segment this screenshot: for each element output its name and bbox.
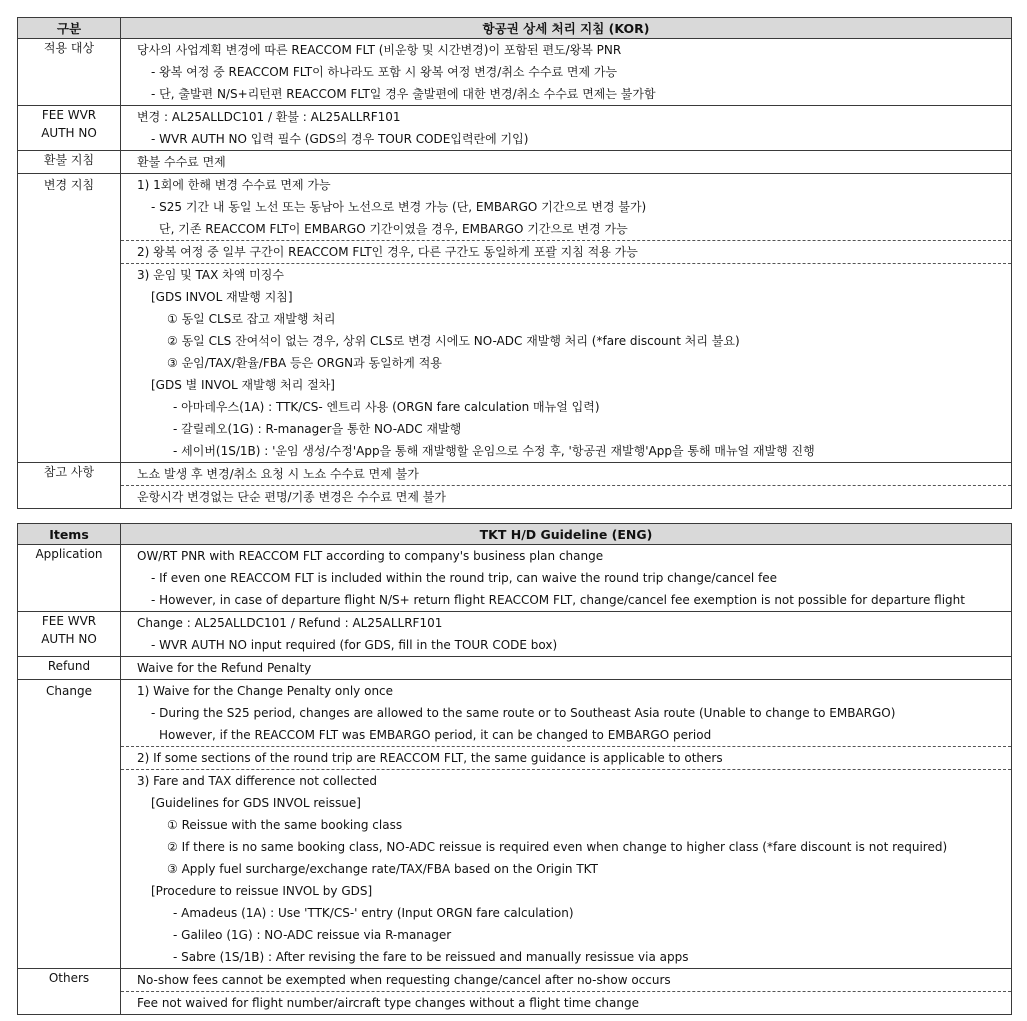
text-line: - During the S25 period, changes are allowed to the same route or to Southeast Asia route (Unable to change to EMBARGO) — [151, 706, 896, 720]
text-line: - Amadeus (1A) : Use 'TTK/CS-' entry (Input ORGN fare calculation) — [173, 906, 574, 920]
fee-wvr-label — [18, 612, 121, 657]
change-row — [18, 680, 1012, 969]
text-line: - S25 기간 내 동일 노선 또는 동남아 노선으로 변경 가능 (단, EMBARGO 기간으로 변경 불가) — [151, 200, 647, 214]
text-line: Waive for the Refund Penalty — [137, 661, 312, 675]
text-line: 1) Waive for the Change Penalty only once — [137, 684, 394, 698]
fee-wvr-body — [121, 612, 1012, 657]
text-line: 당사의 사업계획 변경에 따른 REACCOM FLT (비운항 및 시간변경)이 포함된 편도/왕복 PNR — [137, 43, 622, 57]
text-line: [GDS 별 INVOL 재발행 처리 절차] — [151, 378, 335, 392]
text-line: 3) 운임 및 TAX 차액 미징수 — [121, 263, 1011, 286]
text-line: - Galileo (1G) : NO-ADC reissue via R-manager — [173, 928, 452, 942]
fee-wvr-label-line: AUTH NO — [41, 126, 97, 140]
text-line: 변경 : AL25ALLDC101 / 환불 : AL25ALLRF101 — [137, 110, 401, 124]
table-header-row — [18, 18, 1012, 39]
change-row — [18, 174, 1012, 463]
text-line: [Guidelines for GDS INVOL reissue] — [151, 796, 361, 810]
text-line: - 갈릴레오(1G) : R-manager을 통한 NO-ADC 재발행 — [173, 422, 462, 436]
table-header-row — [18, 524, 1012, 545]
text-line: - WVR AUTH NO input required (for GDS, fill in the TOUR CODE box) — [151, 638, 558, 652]
fee-wvr-label-line: AUTH NO — [41, 632, 97, 646]
text-line: - 세이버(1S/1B) : '운임 생성/수정'App을 통해 재발행할 운임으로 수정 후, '항공권 재발행'App을 통해 매뉴얼 재발행 진행 — [173, 444, 815, 458]
application-label: 적용 대상 — [18, 39, 121, 106]
text-line: However, if the REACCOM FLT was EMBARGO period, it can be changed to EMBARGO period — [159, 728, 712, 742]
text-line: - 단, 출발편 N/S+리턴편 REACCOM FLT일 경우 출발편에 대한 변경/취소 수수료 면제는 불가함 — [151, 87, 656, 101]
text-line: 3) Fare and TAX difference not collected — [121, 769, 1011, 792]
application-body — [121, 39, 1012, 106]
text-line: ① 동일 CLS로 잡고 재발행 처리 — [167, 312, 336, 326]
refund-label: Refund — [18, 657, 121, 680]
text-line: 운항시각 변경없는 단순 편명/기종 변경은 수수료 면제 불가 — [121, 485, 1011, 508]
text-line: Change : AL25ALLDC101 / Refund : AL25ALLRF101 — [137, 616, 443, 630]
application-row — [18, 545, 1012, 612]
header-category: 구분 — [18, 18, 121, 39]
change-body — [121, 680, 1012, 969]
fee-wvr-label-line: FEE WVR — [41, 108, 97, 122]
notes-label: 참고 사항 — [18, 463, 121, 509]
refund-body — [121, 657, 1012, 680]
change-label: Change — [18, 680, 121, 969]
change-label: 변경 지침 — [18, 174, 121, 463]
text-line: ② If there is no same booking class, NO-ADC reissue is required even when change to higher class (*fare discount is not required) — [167, 840, 948, 854]
text-line: 2) 왕복 여정 중 일부 구간이 REACCOM FLT인 경우, 다른 구간도 동일하게 포괄 지침 적용 가능 — [121, 240, 1011, 263]
notes-body — [121, 969, 1012, 1015]
korean-guideline-table — [17, 17, 1012, 509]
application-label: Application — [18, 545, 121, 612]
text-line: Fee not waived for flight number/aircraft type changes without a flight time change — [121, 991, 1011, 1014]
refund-row — [18, 151, 1012, 174]
fee-wvr-label-line: FEE WVR — [41, 614, 97, 628]
english-guideline-table — [17, 523, 1012, 1015]
fee-wvr-body — [121, 106, 1012, 151]
text-line: No-show fees cannot be exempted when requesting change/cancel after no-show occurs — [137, 973, 671, 987]
refund-row — [18, 657, 1012, 680]
fee-wvr-row — [18, 612, 1012, 657]
fee-wvr-label — [18, 106, 121, 151]
text-line: - WVR AUTH NO 입력 필수 (GDS의 경우 TOUR CODE입력란에 기입) — [151, 132, 529, 146]
text-line: ③ 운임/TAX/환율/FBA 등은 ORGN과 동일하게 적용 — [167, 356, 442, 370]
application-body — [121, 545, 1012, 612]
change-body — [121, 174, 1012, 463]
text-line: OW/RT PNR with REACCOM FLT according to company's business plan change — [137, 549, 604, 563]
refund-label: 환불 지침 — [18, 151, 121, 174]
text-line: ② 동일 CLS 잔여석이 없는 경우, 상위 CLS로 변경 시에도 NO-ADC 재발행 처리 (*fare discount 처리 불요) — [167, 334, 740, 348]
text-line: 2) If some sections of the round trip are REACCOM FLT, the same guidance is applicable to others — [121, 746, 1011, 769]
text-line: 단, 기존 REACCOM FLT이 EMBARGO 기간이였을 경우, EMBARGO 기간으로 변경 가능 — [159, 222, 628, 236]
text-line: [GDS INVOL 재발행 지침] — [151, 290, 293, 304]
fee-wvr-row — [18, 106, 1012, 151]
notes-label: Others — [18, 969, 121, 1015]
notes-row — [18, 969, 1012, 1015]
text-line: 환불 수수료 면제 — [137, 155, 226, 169]
application-row — [18, 39, 1012, 106]
header-title: TKT H/D Guideline (ENG) — [121, 524, 1012, 545]
notes-row — [18, 463, 1012, 509]
header-category: Items — [18, 524, 121, 545]
text-line: 노쇼 발생 후 변경/취소 요청 시 노쇼 수수료 면제 불가 — [137, 467, 419, 481]
header-title: 항공권 상세 처리 지침 (KOR) — [121, 18, 1012, 39]
text-line: ③ Apply fuel surcharge/exchange rate/TAX/FBA based on the Origin TKT — [167, 862, 598, 876]
refund-body — [121, 151, 1012, 174]
text-line: - 왕복 여정 중 REACCOM FLT이 하나라도 포함 시 왕복 여정 변경/취소 수수료 면제 가능 — [151, 65, 618, 79]
text-line: - However, in case of departure flight N/S+ return flight REACCOM FLT, change/cancel fee exemption is not possible for departure flight — [151, 593, 965, 607]
text-line: ① Reissue with the same booking class — [167, 818, 403, 832]
text-line: - If even one REACCOM FLT is included within the round trip, can waive the round trip change/cancel fee — [151, 571, 778, 585]
text-line: 1) 1회에 한해 변경 수수료 면제 가능 — [137, 178, 331, 192]
text-line: - 아마데우스(1A) : TTK/CS- 엔트리 사용 (ORGN fare calculation 매뉴얼 입력) — [173, 400, 600, 414]
notes-body — [121, 463, 1012, 509]
text-line: - Sabre (1S/1B) : After revising the fare to be reissued and manually resissue via apps — [173, 950, 689, 964]
text-line: [Procedure to reissue INVOL by GDS] — [151, 884, 373, 898]
